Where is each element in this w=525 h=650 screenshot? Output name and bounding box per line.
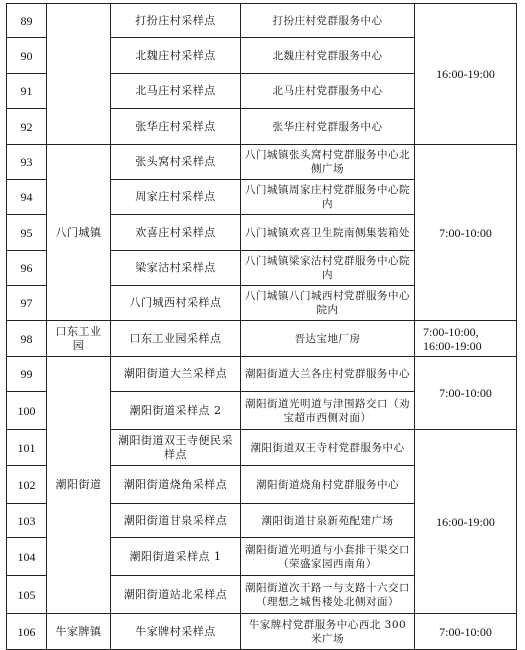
site-address: 八门城镇周家庄村党群服务中心院内 [241, 180, 415, 215]
site-address: 八门城镇欢喜卫生院南侧集装箱处 [241, 215, 415, 251]
row-number: 100 [7, 392, 47, 430]
site-name: 潮阳街道站北采样点 [111, 576, 241, 614]
row-number: 89 [7, 4, 47, 38]
site-name: 北马庄村采样点 [111, 74, 241, 109]
row-number: 94 [7, 180, 47, 215]
site-name: 张华庄村采样点 [111, 109, 241, 145]
site-address: 潮阳街道大兰各庄村党群服务中心 [241, 357, 415, 392]
site-name: 北魏庄村采样点 [111, 38, 241, 74]
site-name: 梁家沽村采样点 [111, 251, 241, 286]
row-number: 98 [7, 321, 47, 357]
site-address: 潮阳街道光明道与小套排干渠交口（荣盛家园西南角） [241, 538, 415, 576]
site-name: 欢喜庄村采样点 [111, 215, 241, 251]
sampling-time: 7:00-10:00 [415, 145, 517, 321]
site-address: 打扮庄村党群服务中心 [241, 4, 415, 38]
site-name: 潮阳街道采样点 1 [111, 538, 241, 576]
table-row [7, 4, 517, 38]
site-address: 潮阳街道光明道与津围路交口（劝宝超市西侧对面） [241, 392, 415, 430]
row-number: 95 [7, 215, 47, 251]
site-address: 潮阳街道双王寺村党群服务中心 [241, 430, 415, 466]
site-address: 潮阳街道甘泉新苑配建广场 [241, 504, 415, 538]
town-name: 牛家牌镇 [47, 614, 111, 650]
row-number: 90 [7, 38, 47, 74]
table-row [7, 145, 517, 180]
site-address: 潮阳街道次干路一与支路十六交口（理想之城售楼处北侧对面） [241, 576, 415, 614]
row-number: 101 [7, 430, 47, 466]
site-name: 周家庄村采样点 [111, 180, 241, 215]
row-number: 99 [7, 357, 47, 392]
sampling-time: 16:00-19:00 [415, 430, 517, 614]
row-number: 105 [7, 576, 47, 614]
site-name: 潮阳街道双王寺便民采样点 [111, 430, 241, 466]
site-name: 潮阳街道甘泉采样点 [111, 504, 241, 538]
sampling-time: 7:00-10:00 [415, 614, 517, 650]
site-name: 张头窝村采样点 [111, 145, 241, 180]
row-number: 92 [7, 109, 47, 145]
row-number: 93 [7, 145, 47, 180]
site-address: 八门城镇张头窝村党群服务中心北侧广场 [241, 145, 415, 180]
site-address: 牛家牌村党群服务中心西北 300 米广场 [241, 614, 415, 650]
row-number: 96 [7, 251, 47, 286]
site-name: 潮阳街道采样点 2 [111, 392, 241, 430]
site-name: 潮阳街道大兰采样点 [111, 357, 241, 392]
sampling-time: 7:00-10:00 [415, 357, 517, 430]
sampling-sites-table [6, 3, 517, 650]
site-address: 潮阳街道烧角村党群服务中心 [241, 466, 415, 504]
table-row [7, 614, 517, 650]
town-name: 口东工业园 [47, 321, 111, 357]
site-address: 北魏庄村党群服务中心 [241, 38, 415, 74]
town-name: 八门城镇 [47, 145, 111, 321]
table-row [7, 321, 517, 357]
site-name: 牛家牌村采样点 [111, 614, 241, 650]
site-name: 打扮庄村采样点 [111, 4, 241, 38]
row-number: 102 [7, 466, 47, 504]
site-name: 潮阳街道烧角采样点 [111, 466, 241, 504]
site-address: 北马庄村党群服务中心 [241, 74, 415, 109]
site-address: 张华庄村党群服务中心 [241, 109, 415, 145]
site-name: 八门城西村采样点 [111, 286, 241, 321]
town-cell [47, 4, 111, 145]
site-address: 晋达宝地厂房 [241, 321, 415, 357]
site-name: 口东工业园采样点 [111, 321, 241, 357]
town-name: 潮阳街道 [47, 357, 111, 614]
site-address: 八门城镇梁家沽村党群服务中心院内 [241, 251, 415, 286]
row-number: 97 [7, 286, 47, 321]
site-address: 八门城镇八门城西村党群服务中心院内 [241, 286, 415, 321]
sampling-time: 7:00-10:00, 16:00-19:00 [415, 321, 517, 357]
row-number: 103 [7, 504, 47, 538]
row-number: 91 [7, 74, 47, 109]
sampling-time: 16:00-19:00 [415, 4, 517, 145]
row-number: 106 [7, 614, 47, 650]
table-row [7, 357, 517, 392]
row-number: 104 [7, 538, 47, 576]
